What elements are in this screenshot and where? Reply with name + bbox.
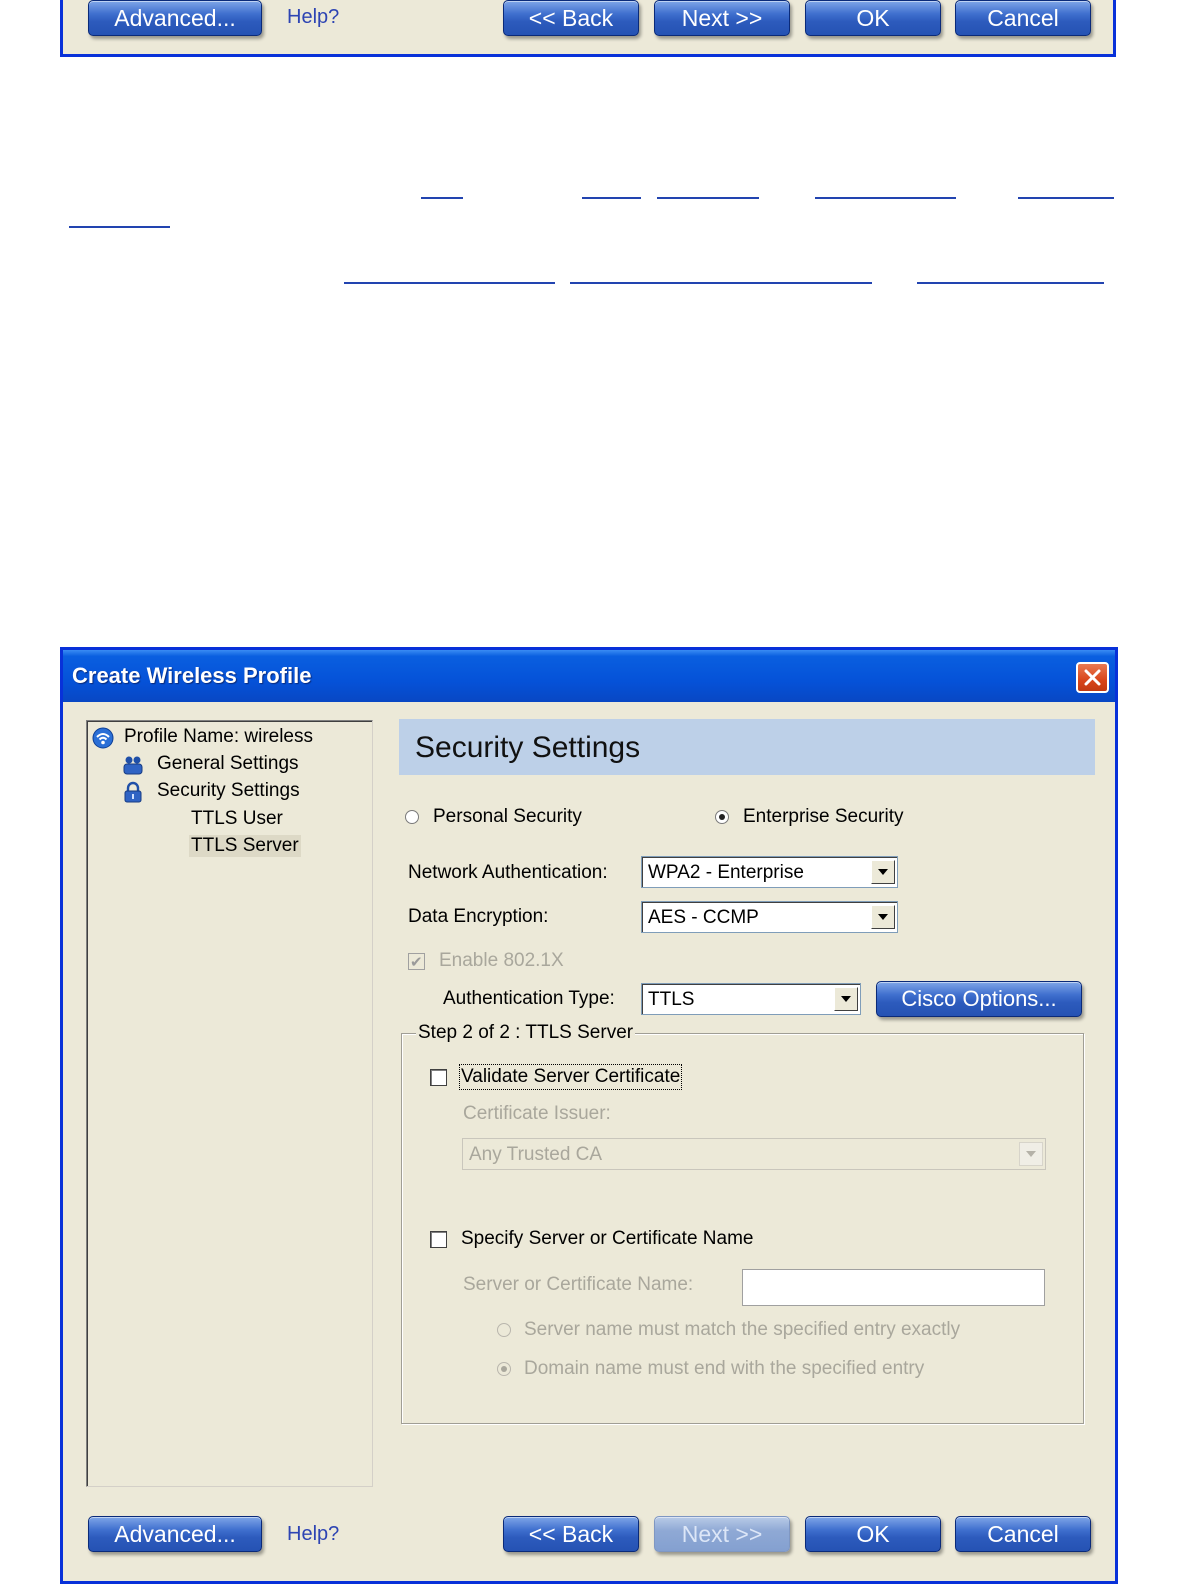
back-button[interactable]: << Back <box>503 1516 639 1552</box>
enterprise-security-label[interactable]: Enterprise Security <box>743 806 904 827</box>
link-underline <box>570 282 872 284</box>
personal-security-label[interactable]: Personal Security <box>433 806 582 827</box>
cancel-button[interactable]: Cancel <box>955 1516 1091 1552</box>
create-wireless-profile-dialog <box>60 647 1118 1584</box>
network-auth-select[interactable] <box>641 856 898 888</box>
auth-type-value: TTLS <box>648 989 695 1010</box>
personal-security-radio[interactable] <box>405 810 419 824</box>
link-underline <box>815 197 956 199</box>
tree-item-ttls-server[interactable]: TTLS Server <box>191 835 299 856</box>
chevron-down-icon <box>1019 1142 1043 1166</box>
enterprise-security-radio[interactable] <box>715 810 729 824</box>
ok-button[interactable]: OK <box>805 1516 941 1552</box>
cert-issuer-label: Certificate Issuer: <box>463 1103 611 1124</box>
specify-server-checkbox[interactable] <box>430 1231 447 1248</box>
validate-cert-label[interactable]: Validate Server Certificate <box>461 1066 681 1087</box>
tree-item-ttls-user[interactable]: TTLS User <box>191 808 283 829</box>
server-name-input <box>742 1269 1045 1306</box>
chevron-down-icon[interactable] <box>871 905 895 929</box>
match-exact-radio <box>497 1323 511 1337</box>
cert-issuer-select <box>462 1138 1046 1170</box>
help-link[interactable]: Help? <box>287 1523 340 1545</box>
lock-icon <box>122 781 144 803</box>
advanced-button[interactable]: Advanced... <box>88 1516 262 1552</box>
validate-cert-checkbox[interactable] <box>430 1069 447 1086</box>
tree-item-general-settings[interactable]: General Settings <box>157 753 299 774</box>
top-cancel-button[interactable]: Cancel <box>955 0 1091 36</box>
data-encryption-label: Data Encryption: <box>408 906 549 927</box>
specify-server-label[interactable]: Specify Server or Certificate Name <box>461 1228 754 1249</box>
section-title: Security Settings <box>415 731 641 764</box>
chevron-down-icon[interactable] <box>834 987 858 1011</box>
next-button: Next >> <box>654 1516 790 1552</box>
checkmark-icon: ✔ <box>410 954 423 971</box>
tree-item-security-settings[interactable]: Security Settings <box>157 780 300 801</box>
close-button[interactable] <box>1076 662 1109 693</box>
network-auth-value: WPA2 - Enterprise <box>648 862 804 883</box>
top-advanced-button[interactable]: Advanced... <box>88 0 262 36</box>
top-next-button[interactable]: Next >> <box>654 0 790 36</box>
match-exact-label: Server name must match the specified entry exactly <box>524 1319 961 1340</box>
cert-issuer-value: Any Trusted CA <box>469 1144 603 1165</box>
auth-type-label: Authentication Type: <box>443 988 615 1009</box>
data-encryption-value: AES - CCMP <box>648 907 759 928</box>
link-underline <box>421 197 463 199</box>
cisco-options-button[interactable]: Cisco Options... <box>876 981 1082 1017</box>
title-bar[interactable] <box>63 650 1115 702</box>
chevron-down-icon[interactable] <box>871 860 895 884</box>
enable-8021x-label: Enable 802.1X <box>439 950 564 971</box>
top-back-button[interactable]: << Back <box>503 0 639 36</box>
link-underline <box>1018 197 1114 199</box>
link-underline <box>69 226 170 228</box>
wireless-profile-icon <box>92 727 114 749</box>
enable-8021x-checkbox <box>408 953 425 970</box>
close-icon <box>1084 669 1101 686</box>
top-help-link[interactable]: Help? <box>287 6 340 28</box>
group-legend: Step 2 of 2 : TTLS Server <box>418 1022 634 1043</box>
link-underline <box>582 197 641 199</box>
top-ok-button[interactable]: OK <box>805 0 941 36</box>
link-underline <box>917 282 1104 284</box>
link-underline <box>657 197 759 199</box>
server-name-label: Server or Certificate Name: <box>463 1274 694 1295</box>
domain-end-radio <box>497 1362 511 1376</box>
domain-end-label: Domain name must end with the specified entry <box>524 1358 925 1379</box>
link-underline <box>344 282 555 284</box>
tree-item-profile[interactable]: Profile Name: wireless <box>124 726 313 747</box>
network-auth-label: Network Authentication: <box>408 862 608 883</box>
profile-tree <box>86 720 373 1487</box>
data-encryption-select[interactable] <box>641 901 898 933</box>
dialog-title: Create Wireless Profile <box>72 663 312 688</box>
users-icon <box>122 754 144 776</box>
section-header <box>399 719 1095 775</box>
auth-type-select[interactable] <box>641 983 861 1015</box>
